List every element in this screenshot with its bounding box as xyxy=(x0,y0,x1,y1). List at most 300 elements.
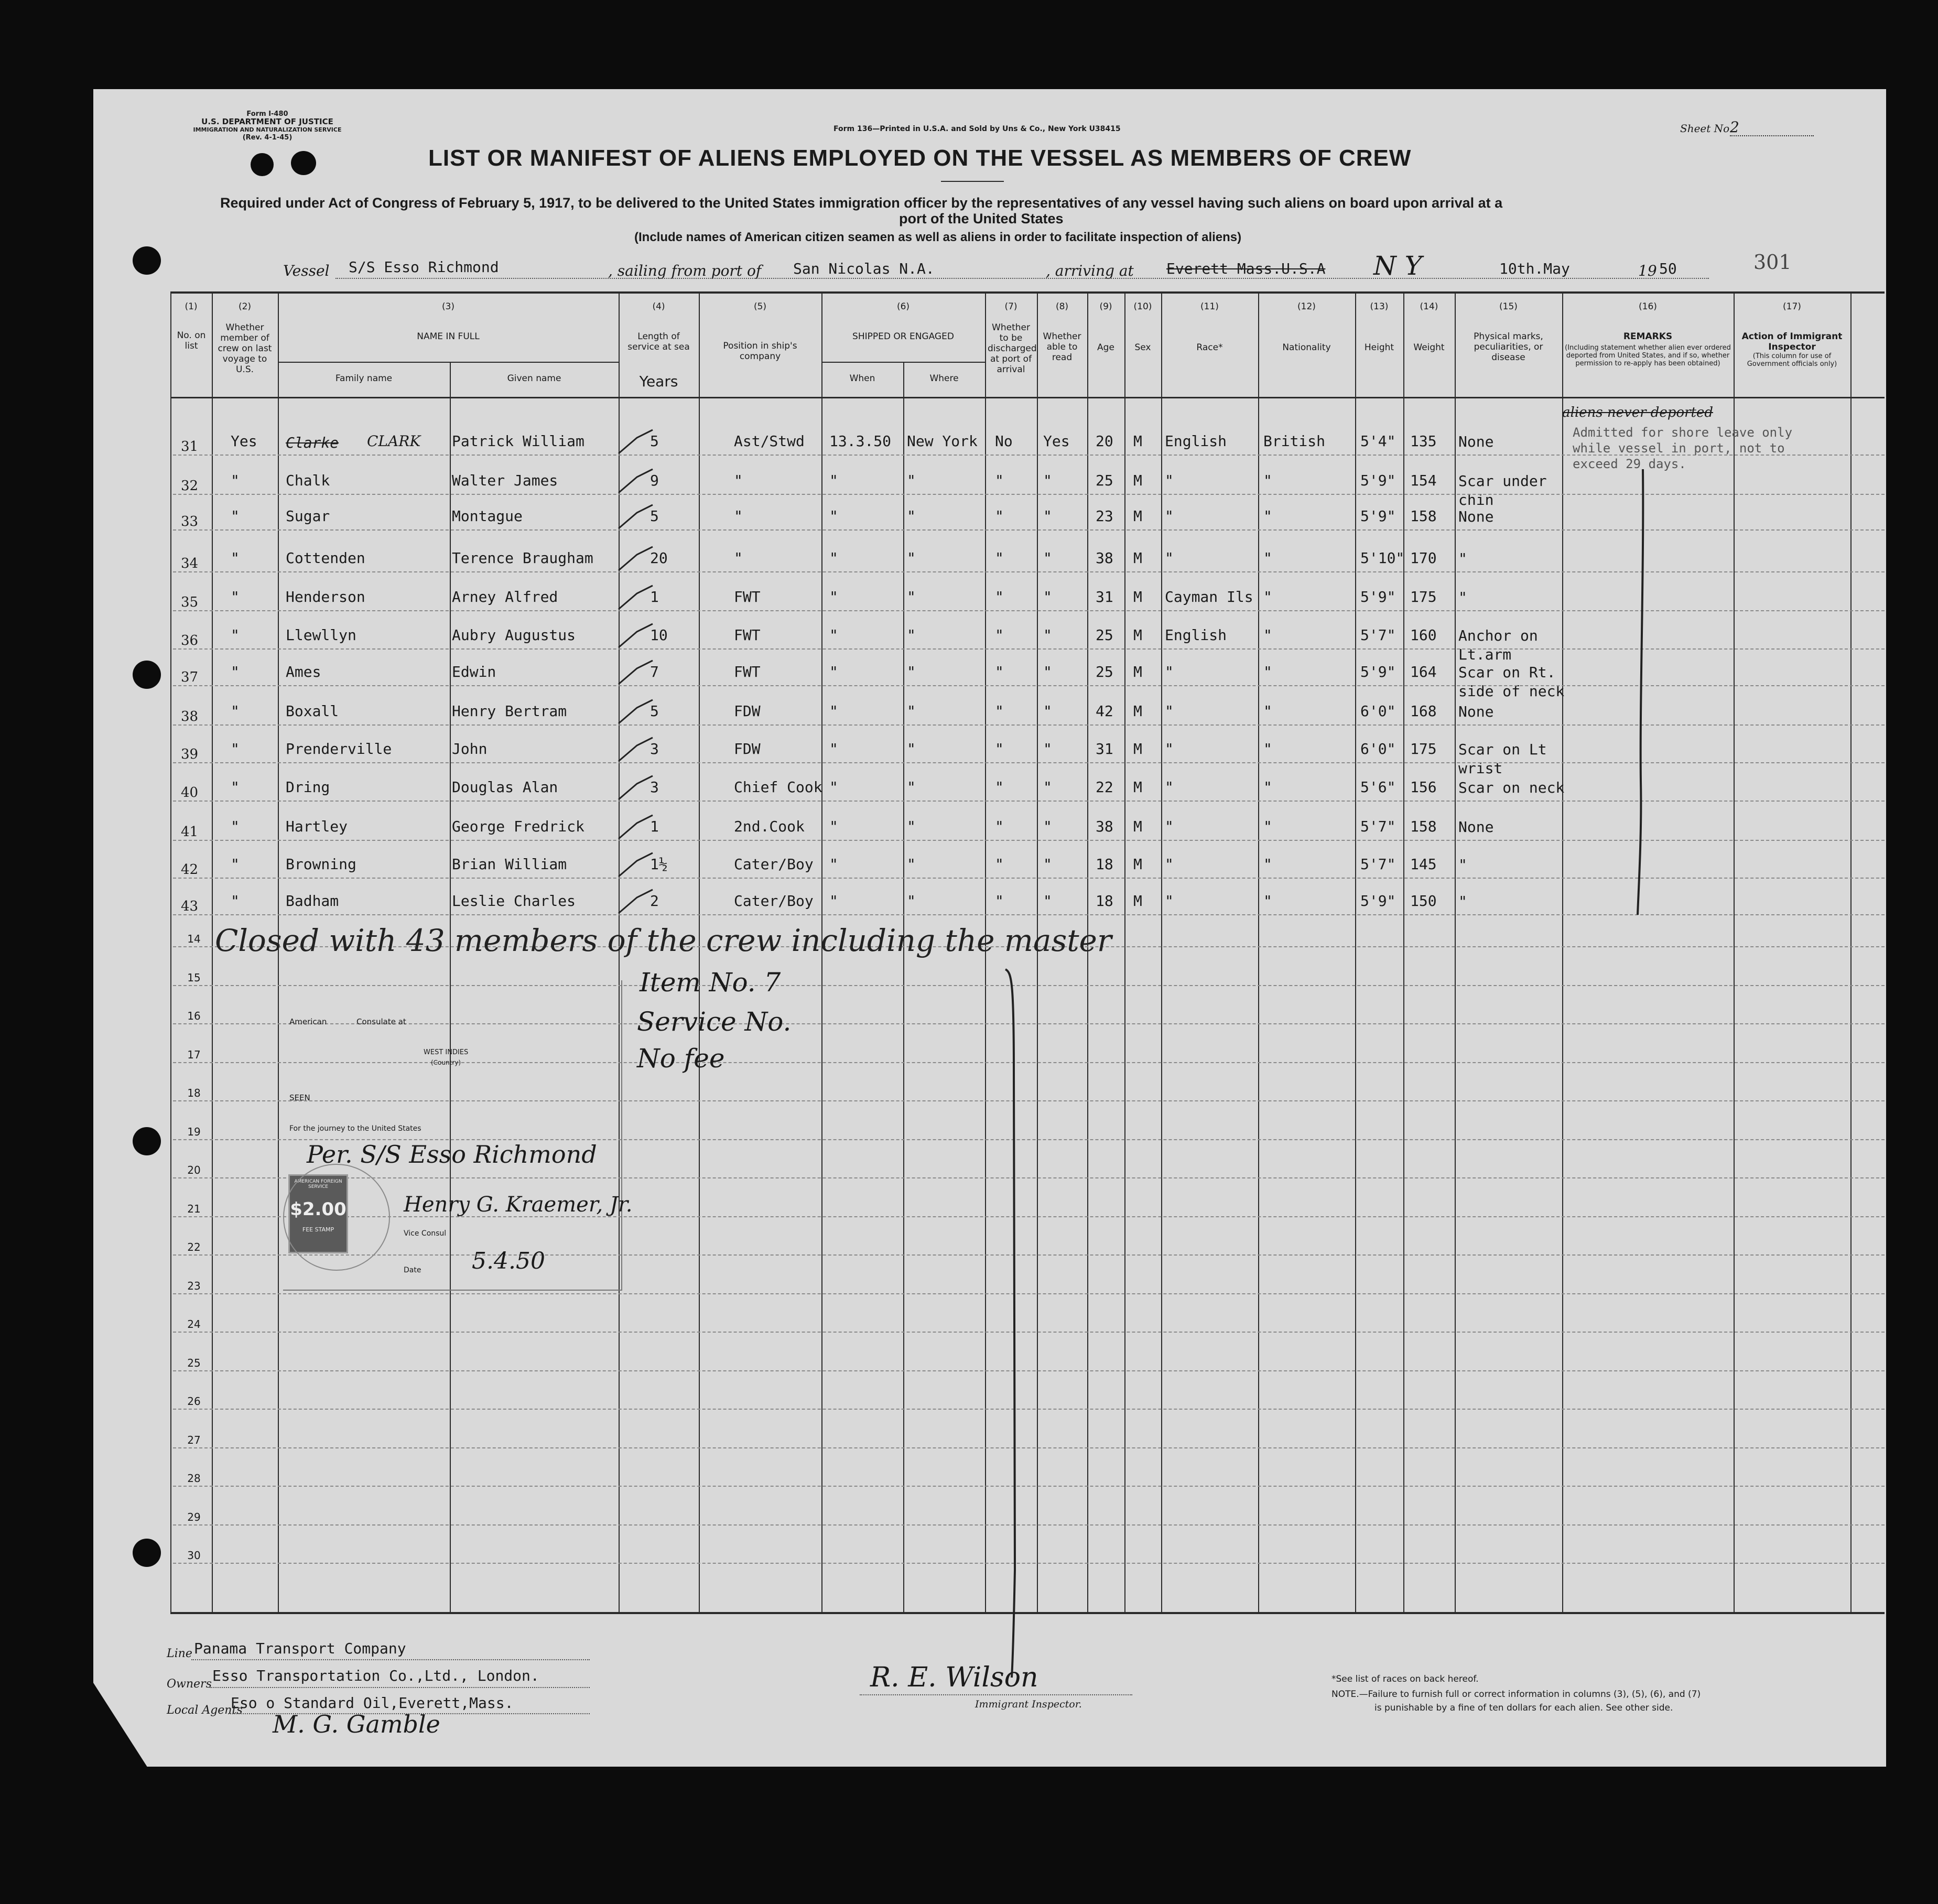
col-label: Nationality xyxy=(1282,342,1331,353)
shipped-when-cell: " xyxy=(829,663,838,680)
able-to-read-cell: " xyxy=(1043,702,1052,720)
row-number: 37 xyxy=(181,669,199,685)
fee-stamp-label: FEE STAMP xyxy=(302,1226,334,1233)
shipped-where-cell: " xyxy=(907,892,916,910)
row-separator xyxy=(173,610,1885,611)
printer-line: Form 136—Printed in U.S.A. and Sold by Uns & Co., New York U38415 xyxy=(833,125,1121,133)
given-name-cell: Leslie Charles xyxy=(452,892,576,910)
height-cell: 6'0" xyxy=(1360,702,1396,720)
discharge-cell: " xyxy=(995,892,1004,910)
nationality-cell: " xyxy=(1263,626,1272,644)
sex-cell: M xyxy=(1133,740,1142,758)
empty-row-number: 23 xyxy=(187,1279,201,1292)
height-cell: 5'9" xyxy=(1360,507,1396,525)
col-divider xyxy=(1258,291,1259,1613)
row-separator xyxy=(173,914,1885,915)
weight-cell: 158 xyxy=(1410,818,1437,835)
col-divider xyxy=(1850,291,1852,1613)
col-num: (10) xyxy=(1133,301,1152,312)
vessel-name: S/S Esso Richmond xyxy=(349,258,499,276)
stamp-date-value: 5.4.50 xyxy=(472,1248,545,1274)
tally-stroke xyxy=(619,853,653,877)
empty-row-number: 25 xyxy=(187,1356,201,1369)
last-voyage-cell: Yes xyxy=(231,432,257,450)
row-number: 41 xyxy=(181,824,199,840)
years-cell: 5 xyxy=(650,432,659,450)
shipped-when-cell: " xyxy=(829,856,838,873)
stamp-journey: For the journey to the United States xyxy=(289,1124,421,1133)
age-cell: 38 xyxy=(1096,549,1113,567)
physical-marks-cell: None xyxy=(1458,703,1494,720)
family-name-cell: Dring xyxy=(286,778,330,796)
race-cell: English xyxy=(1165,432,1227,450)
shipped-where-cell: " xyxy=(907,472,916,489)
shipped-where-cell: " xyxy=(907,702,916,720)
agents-value: Eso o Standard Oil,Everett,Mass. xyxy=(231,1694,514,1712)
col-label: Length of service at sea xyxy=(627,331,690,352)
fee-stamp-top: AMERICAN FOREIGN SERVICE xyxy=(294,1179,342,1189)
agent-signature: M. G. Gamble xyxy=(273,1710,440,1738)
position-cell: FDW xyxy=(734,702,761,720)
fee-service-no: Service No. xyxy=(637,1007,792,1037)
shipped-when-cell: " xyxy=(829,588,838,605)
given-name-cell: Arney Alfred xyxy=(452,588,558,605)
race-cell: " xyxy=(1165,549,1174,567)
sheet-label: Sheet No. xyxy=(1680,122,1733,135)
height-cell: 5'10" xyxy=(1360,549,1405,567)
discharge-cell: " xyxy=(995,626,1004,644)
given-name-cell: Douglas Alan xyxy=(452,778,558,796)
punch-hole xyxy=(133,1539,161,1567)
able-to-read-cell: " xyxy=(1043,507,1052,525)
empty-row-number: 18 xyxy=(187,1087,201,1099)
discharge-cell: " xyxy=(995,588,1004,605)
arriving-label: , arriving at xyxy=(1046,262,1134,279)
weight-cell: 150 xyxy=(1410,892,1437,910)
last-voyage-cell: " xyxy=(231,818,240,835)
col-num: (4) xyxy=(652,301,665,312)
years-cell: 1 xyxy=(650,588,659,605)
able-to-read-cell: " xyxy=(1043,856,1052,873)
age-cell: 18 xyxy=(1096,856,1113,873)
col-label: Position in ship's company xyxy=(723,341,797,362)
nationality-cell: " xyxy=(1263,740,1272,758)
shipped-where-cell: " xyxy=(907,507,916,525)
given-name-cell: Aubry Augustus xyxy=(452,626,576,644)
col-label: SHIPPED OR ENGAGED xyxy=(852,331,954,342)
shipped-when-cell: " xyxy=(829,778,838,796)
position-cell: " xyxy=(734,549,743,567)
sex-cell: M xyxy=(1133,432,1142,450)
position-cell: FWT xyxy=(734,663,761,680)
sex-cell: M xyxy=(1133,892,1142,910)
tally-stroke xyxy=(619,469,653,493)
where-header: Where xyxy=(929,373,959,384)
last-voyage-cell: " xyxy=(231,626,240,644)
shipped-when-cell: " xyxy=(829,892,838,910)
physical-marks-cell: None xyxy=(1458,508,1494,525)
last-voyage-cell: " xyxy=(231,588,240,605)
col-label: Race* xyxy=(1196,342,1223,353)
table-bottom-rule xyxy=(170,1612,1885,1614)
last-voyage-cell: " xyxy=(231,892,240,910)
height-cell: 5'6" xyxy=(1360,778,1396,796)
col-label: Physical marks, peculiarities, or disease xyxy=(1474,331,1543,363)
tally-marks xyxy=(613,414,671,928)
discharge-cell: " xyxy=(995,818,1004,835)
years-cell: 9 xyxy=(650,472,659,489)
height-cell: 5'7" xyxy=(1360,626,1396,644)
table-top-rule xyxy=(170,291,1885,294)
ink-blot xyxy=(251,153,274,176)
form-number: Form I-480 xyxy=(246,110,288,118)
line-rule xyxy=(191,1659,590,1660)
shipped-where-cell: " xyxy=(907,740,916,758)
row-number: 42 xyxy=(181,862,199,878)
physical-marks-cell: " xyxy=(1458,893,1467,910)
tally-stroke xyxy=(619,505,653,528)
service: IMMIGRATION AND NATURALIZATION SERVICE xyxy=(193,126,342,133)
sex-cell: M xyxy=(1133,588,1142,605)
discharge-cell: " xyxy=(995,663,1004,680)
name-header-rule xyxy=(278,362,619,363)
tally-stroke xyxy=(619,815,653,839)
row-separator xyxy=(173,800,1885,802)
shipped-where-cell: New York xyxy=(907,432,978,450)
row-number: 39 xyxy=(181,747,199,762)
shipped-when-cell: 13.3.50 xyxy=(829,432,892,450)
able-to-read-cell: " xyxy=(1043,740,1052,758)
col-divider xyxy=(1124,291,1125,1613)
weight-cell: 154 xyxy=(1410,472,1437,489)
sex-cell: M xyxy=(1133,663,1142,680)
stamp-date-label: Date xyxy=(404,1266,421,1274)
fee-stamp-value: $2.00 xyxy=(290,1199,347,1220)
position-cell: FWT xyxy=(734,626,761,644)
position-cell: 2nd.Cook xyxy=(734,818,805,835)
sex-cell: M xyxy=(1133,702,1142,720)
row-separator xyxy=(173,529,1885,531)
family-name-cell: Boxall xyxy=(286,702,339,720)
physical-marks-cell: None xyxy=(1458,433,1494,450)
inspector-rule xyxy=(860,1694,1132,1695)
last-voyage-cell: " xyxy=(231,549,240,567)
arrival-date: 10th.May xyxy=(1499,260,1570,277)
row-separator xyxy=(173,1293,1885,1294)
race-note: *See list of races on back hereof. xyxy=(1331,1674,1479,1684)
shipped-when-cell: " xyxy=(829,818,838,835)
col-label: Whether to be discharged at port of arrival xyxy=(988,322,1037,375)
tally-stroke xyxy=(619,624,653,647)
family-name-cell: Henderson xyxy=(286,588,365,605)
col-num: (2) xyxy=(238,301,252,312)
stamp-seen: SEEN xyxy=(289,1093,310,1102)
col-divider xyxy=(1161,291,1162,1613)
consulate-stamp xyxy=(283,980,633,1291)
discharge-cell: " xyxy=(995,507,1004,525)
race-cell: " xyxy=(1165,778,1174,796)
discharge-cell: " xyxy=(995,702,1004,720)
row-separator xyxy=(173,494,1885,495)
tally-stroke xyxy=(619,586,653,609)
empty-row-number: 19 xyxy=(187,1125,201,1138)
col-label: Whether able to read xyxy=(1043,331,1081,363)
subtitle-3: (Include names of American citizen seamen as well as aliens in order to facilitate inspection of aliens) xyxy=(634,230,1242,244)
years-cell: 20 xyxy=(650,549,668,567)
sailing-port: San Nicolas N.A. xyxy=(793,260,935,277)
age-cell: 25 xyxy=(1096,472,1113,489)
col-num: (7) xyxy=(1004,301,1017,312)
sex-cell: M xyxy=(1133,778,1142,796)
owners-rule xyxy=(210,1687,590,1688)
tally-stroke xyxy=(619,738,653,761)
position-cell: FDW xyxy=(734,740,761,758)
height-cell: 5'9" xyxy=(1360,663,1396,680)
height-cell: 6'0" xyxy=(1360,740,1396,758)
empty-row-number: 30 xyxy=(187,1549,201,1562)
age-cell: 31 xyxy=(1096,588,1113,605)
given-name-cell: Patrick William xyxy=(452,432,584,450)
height-cell: 5'9" xyxy=(1360,588,1396,605)
inspector-signature: R. E. Wilson xyxy=(870,1662,1038,1693)
stamp-vessel: Per. S/S Esso Richmond xyxy=(307,1140,597,1169)
row-number: 36 xyxy=(181,633,199,648)
remarks-handwritten: aliens never deported xyxy=(1562,405,1714,420)
page-title: LIST OR MANIFEST OF ALIENS EMPLOYED ON THE VESSEL AS MEMBERS OF CREW xyxy=(428,145,1412,171)
race-cell: " xyxy=(1165,702,1174,720)
punch-hole xyxy=(133,1127,161,1155)
col-num: (5) xyxy=(753,301,767,312)
race-cell: " xyxy=(1165,818,1174,835)
given-name-cell: John xyxy=(452,740,488,758)
family-name-cell: Chalk xyxy=(286,472,330,489)
able-to-read-cell: " xyxy=(1043,892,1052,910)
stamp-american: American xyxy=(289,1017,327,1026)
nationality-cell: British xyxy=(1263,432,1326,450)
remarks-note: (Including statement whether alien ever ordered deported from United States, and if so, whether permission to re-apply has been obtained) xyxy=(1565,344,1731,367)
years-cell: 3 xyxy=(650,740,659,758)
owners-label: Owners xyxy=(167,1678,212,1691)
able-to-read-cell: " xyxy=(1043,818,1052,835)
family-name-header: Family name xyxy=(335,373,393,384)
able-to-read-cell: " xyxy=(1043,588,1052,605)
stamp-west-indies: WEST INDIES xyxy=(424,1048,469,1056)
col-num: (16) xyxy=(1639,301,1657,312)
empty-row-number: 20 xyxy=(187,1164,201,1176)
family-name-cell: Browning xyxy=(286,856,356,873)
empty-row-number: 17 xyxy=(187,1048,201,1061)
given-name-cell: Terence Braugham xyxy=(452,549,593,567)
years-cell: 1 xyxy=(650,818,659,835)
empty-row-number: 15 xyxy=(187,971,201,984)
stamp-country: (Country) xyxy=(431,1059,461,1066)
page-number: 301 xyxy=(1753,251,1792,274)
empty-row-number: 29 xyxy=(187,1510,201,1523)
age-cell: 22 xyxy=(1096,778,1113,796)
row-separator xyxy=(173,840,1885,841)
fine-note-1: NOTE.—Failure to furnish full or correct information in columns (3), (5), (6), and (7) xyxy=(1331,1689,1701,1700)
position-cell: Cater/Boy xyxy=(734,856,814,873)
col-divider xyxy=(1355,291,1356,1613)
title-rule xyxy=(941,181,1004,182)
sailing-label: , sailing from port of xyxy=(608,262,762,279)
row-separator xyxy=(173,762,1885,763)
race-cell: " xyxy=(1165,663,1174,680)
col-label: Action of Immigrant Inspector xyxy=(1741,331,1843,352)
position-cell: " xyxy=(734,472,743,489)
shipped-where-cell: " xyxy=(907,549,916,567)
row-separator xyxy=(173,1563,1885,1564)
race-cell: " xyxy=(1165,472,1174,489)
years-cell: 5 xyxy=(650,702,659,720)
physical-marks-cell: " xyxy=(1458,550,1467,567)
shipped-where-cell: " xyxy=(907,588,916,605)
weight-cell: 175 xyxy=(1410,588,1437,605)
shipped-when-cell: " xyxy=(829,472,838,489)
row-number: 40 xyxy=(181,785,199,800)
years-cell: 7 xyxy=(650,663,659,680)
punch-hole xyxy=(133,246,161,275)
position-cell: FWT xyxy=(734,588,761,605)
physical-marks-cell: " xyxy=(1458,589,1467,606)
col-divider xyxy=(1403,291,1404,1613)
given-name-cell: Henry Bertram xyxy=(452,702,567,720)
row-separator xyxy=(173,1524,1885,1526)
col-num: (14) xyxy=(1420,301,1438,312)
weight-cell: 135 xyxy=(1410,432,1437,450)
line-label: Line xyxy=(167,1647,192,1660)
row-separator xyxy=(173,1447,1885,1448)
vessel-line-rule xyxy=(335,278,1709,279)
row-separator xyxy=(173,648,1885,650)
empty-row-number: 16 xyxy=(187,1010,201,1022)
col-divider xyxy=(1734,291,1735,1613)
height-cell: 5'4" xyxy=(1360,432,1396,450)
empty-row-number: 22 xyxy=(187,1241,201,1253)
col-num: (17) xyxy=(1783,301,1801,312)
years-cell: 2 xyxy=(650,892,659,910)
given-name-cell: Brian William xyxy=(452,856,567,873)
col-divider xyxy=(903,362,904,1613)
when-header: When xyxy=(849,373,875,384)
shipped-when-cell: " xyxy=(829,740,838,758)
year-prefix: 19 xyxy=(1638,262,1657,279)
nationality-cell: " xyxy=(1263,507,1272,525)
owners-value: Esso Transportation Co.,Ltd., London. xyxy=(212,1667,539,1684)
col-label: No. on list xyxy=(177,330,206,351)
tally-stroke xyxy=(619,890,653,913)
empty-row-number: 14 xyxy=(187,933,201,945)
ink-blot xyxy=(291,151,316,175)
able-to-read-cell: " xyxy=(1043,472,1052,489)
subtitle-1: Required under Act of Congress of February 5, 1917, to be delivered to the United States immigration officer by the representatives of any vessel having such aliens on board upon arrival at a xyxy=(220,195,1503,211)
remarks-ditto-line xyxy=(1630,467,1651,917)
row-number: 35 xyxy=(181,594,199,610)
given-name-header: Given name xyxy=(507,373,561,384)
shipped-when-cell: " xyxy=(829,507,838,525)
discharge-cell: " xyxy=(995,856,1004,873)
last-voyage-cell: " xyxy=(231,856,240,873)
physical-marks-cell: None xyxy=(1458,818,1494,836)
col-num: (8) xyxy=(1055,301,1069,312)
col-divider xyxy=(1455,291,1456,1613)
race-cell: English xyxy=(1165,626,1227,644)
able-to-read-cell: Yes xyxy=(1043,432,1070,450)
weight-cell: 158 xyxy=(1410,507,1437,525)
shipped-when-cell: " xyxy=(829,702,838,720)
fee-none: No fee xyxy=(637,1043,725,1074)
empty-row-number: 28 xyxy=(187,1472,201,1485)
given-name-cell: Edwin xyxy=(452,663,496,680)
able-to-read-cell: " xyxy=(1043,778,1052,796)
col-num: (3) xyxy=(441,301,455,312)
position-cell: Chief Cook xyxy=(734,778,822,796)
years-header: Years xyxy=(639,373,678,390)
col-num: (9) xyxy=(1099,301,1112,312)
empty-row-number: 24 xyxy=(187,1318,201,1330)
physical-marks-cell: Scar under chin xyxy=(1458,472,1547,509)
row-number: 32 xyxy=(181,478,199,494)
row-number: 33 xyxy=(181,514,199,529)
col-num: (6) xyxy=(896,301,910,312)
weight-cell: 145 xyxy=(1410,856,1437,873)
nationality-cell: " xyxy=(1263,549,1272,567)
family-name-cell: Cottenden xyxy=(286,549,365,567)
physical-marks-cell: Scar on Lt wrist xyxy=(1458,741,1547,777)
physical-marks-cell: Scar on Rt. side of neck xyxy=(1458,664,1565,700)
punch-hole xyxy=(133,661,161,689)
years-cell: 10 xyxy=(650,626,668,644)
tally-stroke xyxy=(619,700,653,723)
age-cell: 20 xyxy=(1096,432,1113,450)
col-divider xyxy=(170,291,171,1613)
family-name-cell: Prenderville xyxy=(286,740,392,758)
age-cell: 31 xyxy=(1096,740,1113,758)
years-cell: 1½ xyxy=(650,856,668,873)
row-separator xyxy=(173,1409,1885,1410)
physical-marks-cell: Scar on neck xyxy=(1458,779,1565,796)
family-name-cell: Badham xyxy=(286,892,339,910)
empty-row-number: 26 xyxy=(187,1395,201,1408)
sex-cell: M xyxy=(1133,626,1142,644)
col-num: (15) xyxy=(1499,301,1518,312)
weight-cell: 164 xyxy=(1410,663,1437,680)
discharge-cell: " xyxy=(995,549,1004,567)
weight-cell: 170 xyxy=(1410,549,1437,567)
given-name-cell: Walter James xyxy=(452,472,558,489)
position-cell: Ast/Stwd xyxy=(734,432,805,450)
nationality-cell: " xyxy=(1263,778,1272,796)
sheet-underline xyxy=(1730,135,1814,136)
last-voyage-cell: " xyxy=(231,507,240,525)
tally-stroke xyxy=(619,776,653,799)
family-name-cell: Ames xyxy=(286,663,321,680)
position-cell: " xyxy=(734,507,743,525)
arrival-year: 50 xyxy=(1659,260,1677,277)
race-cell: " xyxy=(1165,507,1174,525)
last-voyage-cell: " xyxy=(231,740,240,758)
row-separator xyxy=(173,571,1885,572)
able-to-read-cell: " xyxy=(1043,663,1052,680)
height-cell: 5'9" xyxy=(1360,472,1396,489)
discharge-cell: No xyxy=(995,432,1013,450)
arriving-port-struck: Everett Mass.U.S.A xyxy=(1166,260,1326,277)
family-name-cell: Sugar xyxy=(286,507,330,525)
row-separator xyxy=(173,1332,1885,1333)
race-cell: " xyxy=(1165,892,1174,910)
shipped-when-cell: " xyxy=(829,549,838,567)
form-id-block xyxy=(173,110,362,142)
